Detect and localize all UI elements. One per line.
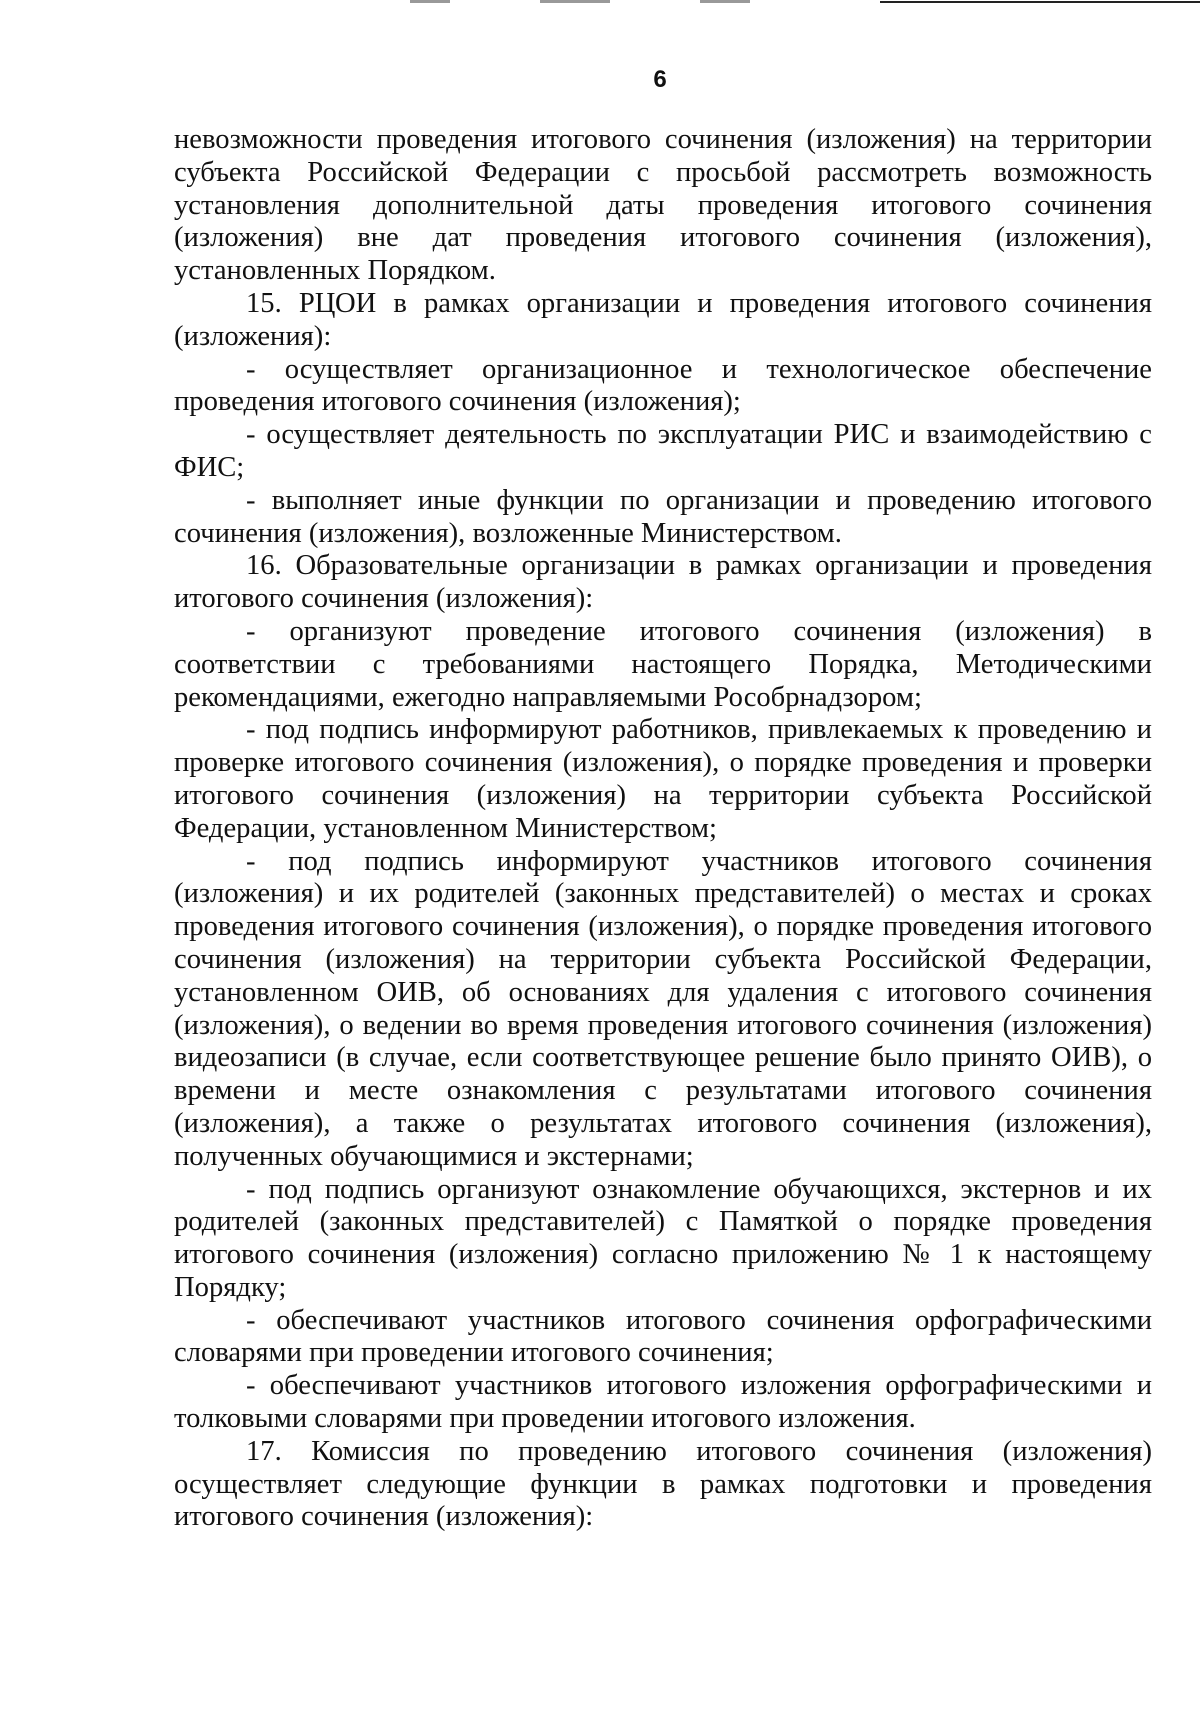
list-item: - осуществляет организационное и технологическое обеспечение проведения итогового сочинения (изложения); <box>174 353 1152 418</box>
paragraph: невозможности проведения итогового сочинения (изложения) на территории субъекта Российской Федерации с просьбой рассмотреть возможность установления дополнительной даты проведения итогового сочинения (изложения) вне дат проведения итогового сочинения (изложения), установленных Порядком. <box>174 124 1152 287</box>
list-item: - обеспечивают участников итогового изложения орфографическими и толковыми словарями при проведении итогового изложения. <box>174 1370 1152 1435</box>
list-item: - обеспечивают участников итогового сочинения орфографическими словарями при проведении итогового сочинения; <box>174 1304 1152 1369</box>
list-item: - под подпись информируют участников итогового сочинения (изложения) и их родителей (законных представителей) о местах и сроках проведения итогового сочинения (изложения), о порядке проведения итогового сочинения (изложения) на территории субъекта Российской Федерации, установленном ОИВ, об основаниях для удаления с итогового сочинения (изложения), о ведении во время проведения итогового сочинения (изложения) видеозаписи (в случае, если соответствующее решение было принято ОИВ), о времени и месте ознакомления с результатами итогового сочинения (изложения), а также о результатах итогового сочинения (изложения), полученных обучающимися и экстернами; <box>174 845 1152 1172</box>
scan-speck <box>410 0 450 3</box>
list-item: - под подпись организуют ознакомление обучающихся, экстернов и их родителей (законных представителей) с Памяткой о порядке проведения итогового сочинения (изложения) согласно приложению № 1 к настоящему Порядку; <box>174 1173 1152 1303</box>
page-number: 6 <box>653 66 667 93</box>
document-body <box>174 124 1152 1534</box>
section-15-heading: 15. РЦОИ в рамках организации и проведения итогового сочинения (изложения): <box>174 287 1152 352</box>
scan-top-rule <box>880 1 1200 3</box>
list-item: - выполняет иные функции по организации и проведению итогового сочинения (изложения), возложенные Министерством. <box>174 484 1152 549</box>
list-item: - осуществляет деятельность по эксплуатации РИС и взаимодействию с ФИС; <box>174 419 1152 483</box>
section-16-heading: 16. Образовательные организации в рамках организации и проведения итогового сочинения (изложения): <box>174 550 1152 615</box>
list-item: - под подпись информируют работников, привлекаемых к проведению и проверке итогового сочинения (изложения), о порядке проведения и проверки итогового сочинения (изложения) на территории субъекта Российской Федерации, установленном Министерством; <box>174 714 1152 844</box>
scan-speck <box>700 0 750 3</box>
section-17-heading: 17. Комиссия по проведению итогового сочинения (изложения) осуществляет следующие функции в рамках подготовки и проведения итогового сочинения (изложения): <box>174 1435 1152 1533</box>
scan-speck <box>540 0 610 3</box>
scan-top-artifacts <box>0 0 1200 6</box>
list-item: - организуют проведение итогового сочинения (изложения) в соответствии с требованиями настоящего Порядка, Методическими рекомендациями, ежегодно направляемыми Рособрнадзором; <box>174 615 1152 713</box>
